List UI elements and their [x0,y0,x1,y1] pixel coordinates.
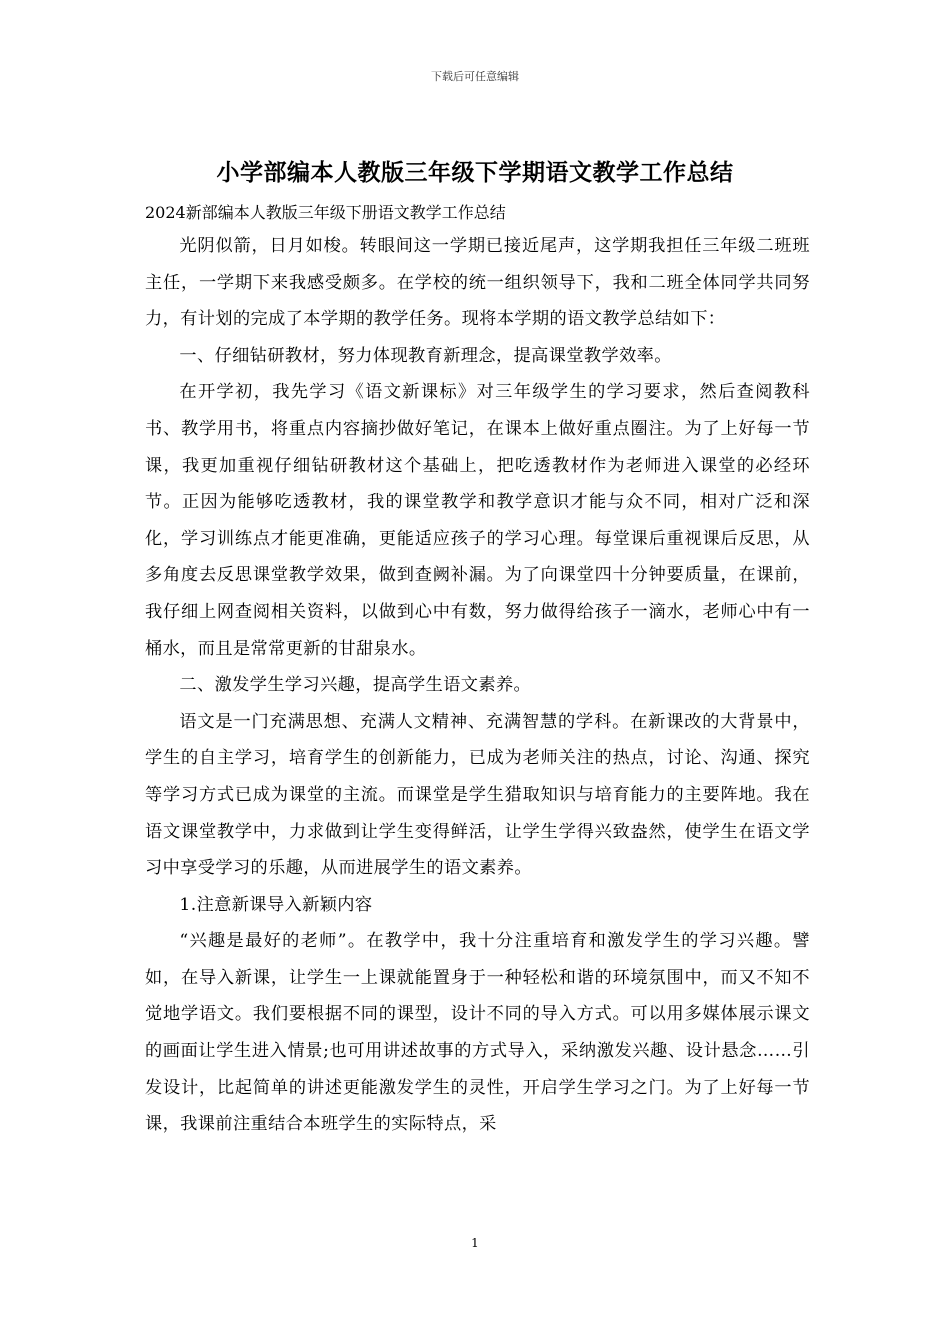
subsection-heading-1: 1.注意新课导入新颖内容 [179,894,373,915]
header-note: 下载后可任意编辑 [431,70,519,83]
paragraph-interest: 语文是一门充满思想、充满人文精神、充满智慧的学科。在新课改的大背景中，学生的自主学习，培育学生的创新能力，已成为老师关注的热点，讨论、沟通、探究等学习方式已成为课堂的主流。而课堂是学生猎取知识与培育能力的主要阵地。我在语文课堂教学中，力求做到让学生变得鲜活，让学生学得兴致盎然，使学生在语文学习中享受学习的乐趣，从而进展学生的语文素养。 [145,711,810,879]
section-heading-1: 一、仔细钻研教材，努力体现教育新理念，提高课堂教学效率。 [179,345,672,366]
page-number: 1 [471,1236,479,1250]
document-subtitle: 2024新部编本人教版三年级下册语文教学工作总结 [145,203,506,222]
section-heading-2: 二、激发学生学习兴趣，提高学生语文素养。 [179,675,532,696]
paragraph-intro: 光阴似箭，日月如梭。转眼间这一学期已接近尾声，这学期我担任三年级二班班主任，一学期下来我感受颇多。在学校的统一组织领导下，我和二班全体同学共同努力，有计划的完成了本学期的教学任务。现将本学期的语文教学总结如下： [145,236,810,330]
paragraph-lesson-intro: “兴趣是最好的老师”。在教学中，我十分注重培育和激发学生的学习兴趣。譬如，在导入新课，让学生一上课就能置身于一种轻松和谐的环境氛围中，而又不知不觉地学语文。我们要根据不同的课型，设计不同的导入方式。可以用多媒体展示课文的画面让学生进入情景;也可用讲述故事的方式导入，采纳激发兴趣、设计悬念……引发设计，比起简单的讲述更能激发学生的灵性，开启学生学习之门。为了上好每一节课，我课前注重结合本班学生的实际特点，采 [145,931,810,1135]
paragraph-textbook-study: 在开学初，我先学习《语文新课标》对三年级学生的学习要求，然后查阅教科书、教学用书，将重点内容摘抄做好笔记，在课本上做好重点圈注。为了上好每一节课，我更加重视仔细钻研教材这个基础上，把吃透教材作为老师进入课堂的必经环节。正因为能够吃透教材，我的课堂教学和教学意识才能与众不同，相对广泛和深化，学习训练点才能更准确，更能适应孩子的学习心理。每堂课后重视课后反思，从多角度去反思课堂教学效果，做到查阙补漏。为了向课堂四十分钟要质量，在课前，我仔细上网查阅相关资料，以做到心中有数，努力做得给孩子一滴水，老师心中有一桶水，而且是常常更新的甘甜泉水。 [145,382,810,659]
document-title: 小学部编本人教版三年级下学期语文教学工作总结 [216,160,734,186]
document-body [145,228,810,1143]
